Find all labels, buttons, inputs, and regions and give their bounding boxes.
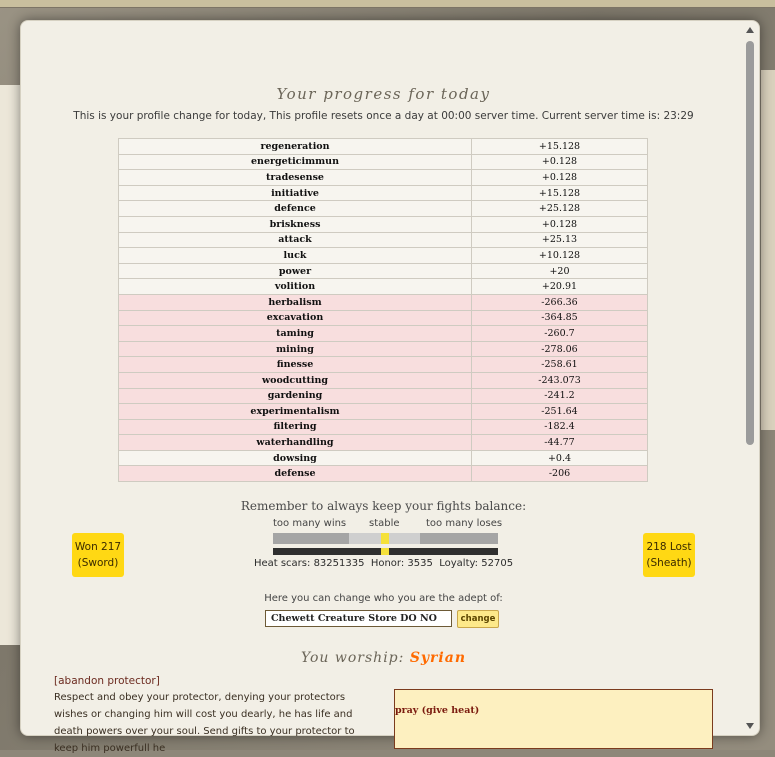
stat-name: filtering [119, 419, 472, 435]
stat-name: luck [119, 248, 472, 264]
protector-description: Respect and obey your protector, denying your protectors wishes or changing him will cost you dearly, he has life and death powers over your soul. Send gifts to your protector to keep him powerfull he [54, 692, 355, 754]
stat-value: +0.128 [472, 154, 648, 170]
adept-input[interactable]: Chewett Creature Store DO NO [265, 610, 452, 627]
lost-count: 218 Lost [646, 541, 692, 553]
stat-row [119, 326, 648, 342]
stat-name: taming [119, 326, 472, 342]
balance-bar-secondary [273, 548, 498, 555]
stat-value: +0.4 [472, 450, 648, 466]
stat-value: -260.7 [472, 326, 648, 342]
stat-value: +20 [472, 263, 648, 279]
stat-value: +20.91 [472, 279, 648, 295]
stat-name: defense [119, 466, 472, 482]
stat-name: excavation [119, 310, 472, 326]
stat-row [119, 201, 648, 217]
worship-heading [21, 650, 746, 666]
stats-line [21, 558, 746, 569]
stat-name: tradesense [119, 170, 472, 186]
honor-value: 3535 [407, 558, 433, 569]
stat-value: +15.128 [472, 185, 648, 201]
stat-name: power [119, 263, 472, 279]
dialog-title: Your progress for today [276, 85, 491, 103]
worship-god: Syrian [409, 650, 467, 666]
stat-row [119, 419, 648, 435]
stat-value: -241.2 [472, 388, 648, 404]
pray-button[interactable]: pray (give heat) [395, 705, 480, 716]
stat-value: +15.128 [472, 139, 648, 155]
abandon-protector-link[interactable]: [abandon protector] [54, 675, 160, 687]
stat-row [119, 435, 648, 451]
stat-row [119, 357, 648, 373]
won-count: Won 217 [74, 541, 122, 553]
stat-row [119, 310, 648, 326]
stat-value: -206 [472, 466, 648, 482]
loyalty-label: Loyalty: [439, 558, 479, 569]
stat-name: regeneration [119, 139, 472, 155]
stat-row [119, 372, 648, 388]
game-top-bar [0, 0, 775, 8]
stat-row [119, 404, 648, 420]
balance-label-stable: stable [369, 518, 400, 529]
background-right-panel [761, 70, 775, 430]
stat-row [119, 139, 648, 155]
loyalty-value: 52705 [481, 558, 514, 569]
stat-value: +25.13 [472, 232, 648, 248]
stat-name: woodcutting [119, 372, 472, 388]
stat-value: -278.06 [472, 341, 648, 357]
stat-row [119, 263, 648, 279]
stat-value: -266.36 [472, 294, 648, 310]
balance-label-wins: too many wins [273, 518, 347, 529]
balance-bar [273, 533, 498, 544]
balance-label-loses: too many loses [426, 518, 503, 529]
stat-value: +0.128 [472, 216, 648, 232]
stat-row [119, 232, 648, 248]
scroll-up-arrow-icon[interactable] [746, 27, 754, 33]
stat-value: -243.073 [472, 372, 648, 388]
stat-value: -251.64 [472, 404, 648, 420]
stat-value: -44.77 [472, 435, 648, 451]
worship-prefix: You worship: [300, 650, 405, 666]
stat-name: dowsing [119, 450, 472, 466]
background-left-panel [0, 85, 22, 645]
stat-row [119, 450, 648, 466]
stat-row [119, 216, 648, 232]
stat-name: briskness [119, 216, 472, 232]
balance-marker [381, 533, 389, 544]
stat-name: energeticimmun [119, 154, 472, 170]
stat-name: waterhandling [119, 435, 472, 451]
stat-value: +25.128 [472, 201, 648, 217]
dialog-subtitle: This is your profile change for today, This profile resets once a day at 00:00 server time. Current server time is: 23:29 [73, 110, 694, 122]
stat-name: defence [119, 201, 472, 217]
stat-name: attack [119, 232, 472, 248]
stat-name: volition [119, 279, 472, 295]
adept-prompt: Here you can change who you are the adept of: [264, 593, 503, 604]
heat-scars-value: 83251335 [313, 558, 365, 569]
pray-panel [394, 689, 713, 749]
stat-value: +0.128 [472, 170, 648, 186]
lost-sub: (Sheath) [646, 557, 692, 569]
dialog-scrollbar[interactable] [745, 25, 755, 731]
stat-name: herbalism [119, 294, 472, 310]
stat-row [119, 388, 648, 404]
adept-change-button[interactable]: change [457, 610, 499, 628]
stat-value: +10.128 [472, 248, 648, 264]
stat-name: gardening [119, 388, 472, 404]
balance-marker-secondary [381, 548, 389, 555]
balance-title: Remember to always keep your fights balance: [240, 499, 527, 513]
progress-dialog [20, 20, 760, 754]
heat-scars-label: Heat scars: [253, 558, 311, 569]
lost-badge [643, 533, 695, 577]
stat-row [119, 170, 648, 186]
scroll-down-arrow-icon[interactable] [746, 723, 754, 729]
stat-row [119, 294, 648, 310]
scroll-thumb[interactable] [746, 41, 754, 445]
stat-row [119, 248, 648, 264]
stat-value: -258.61 [472, 357, 648, 373]
won-sub: (Sword) [77, 557, 119, 569]
stat-name: mining [119, 341, 472, 357]
stat-value: -364.85 [472, 310, 648, 326]
stat-row [119, 185, 648, 201]
stat-row [119, 341, 648, 357]
stat-row [119, 279, 648, 295]
stat-row [119, 466, 648, 482]
stat-name: finesse [119, 357, 472, 373]
stat-name: experimentalism [119, 404, 472, 420]
stat-name: initiative [119, 185, 472, 201]
won-badge [72, 533, 124, 577]
stat-value: -182.4 [472, 419, 648, 435]
stats-table [118, 138, 648, 482]
honor-label: Honor: [370, 558, 405, 569]
stat-row [119, 154, 648, 170]
